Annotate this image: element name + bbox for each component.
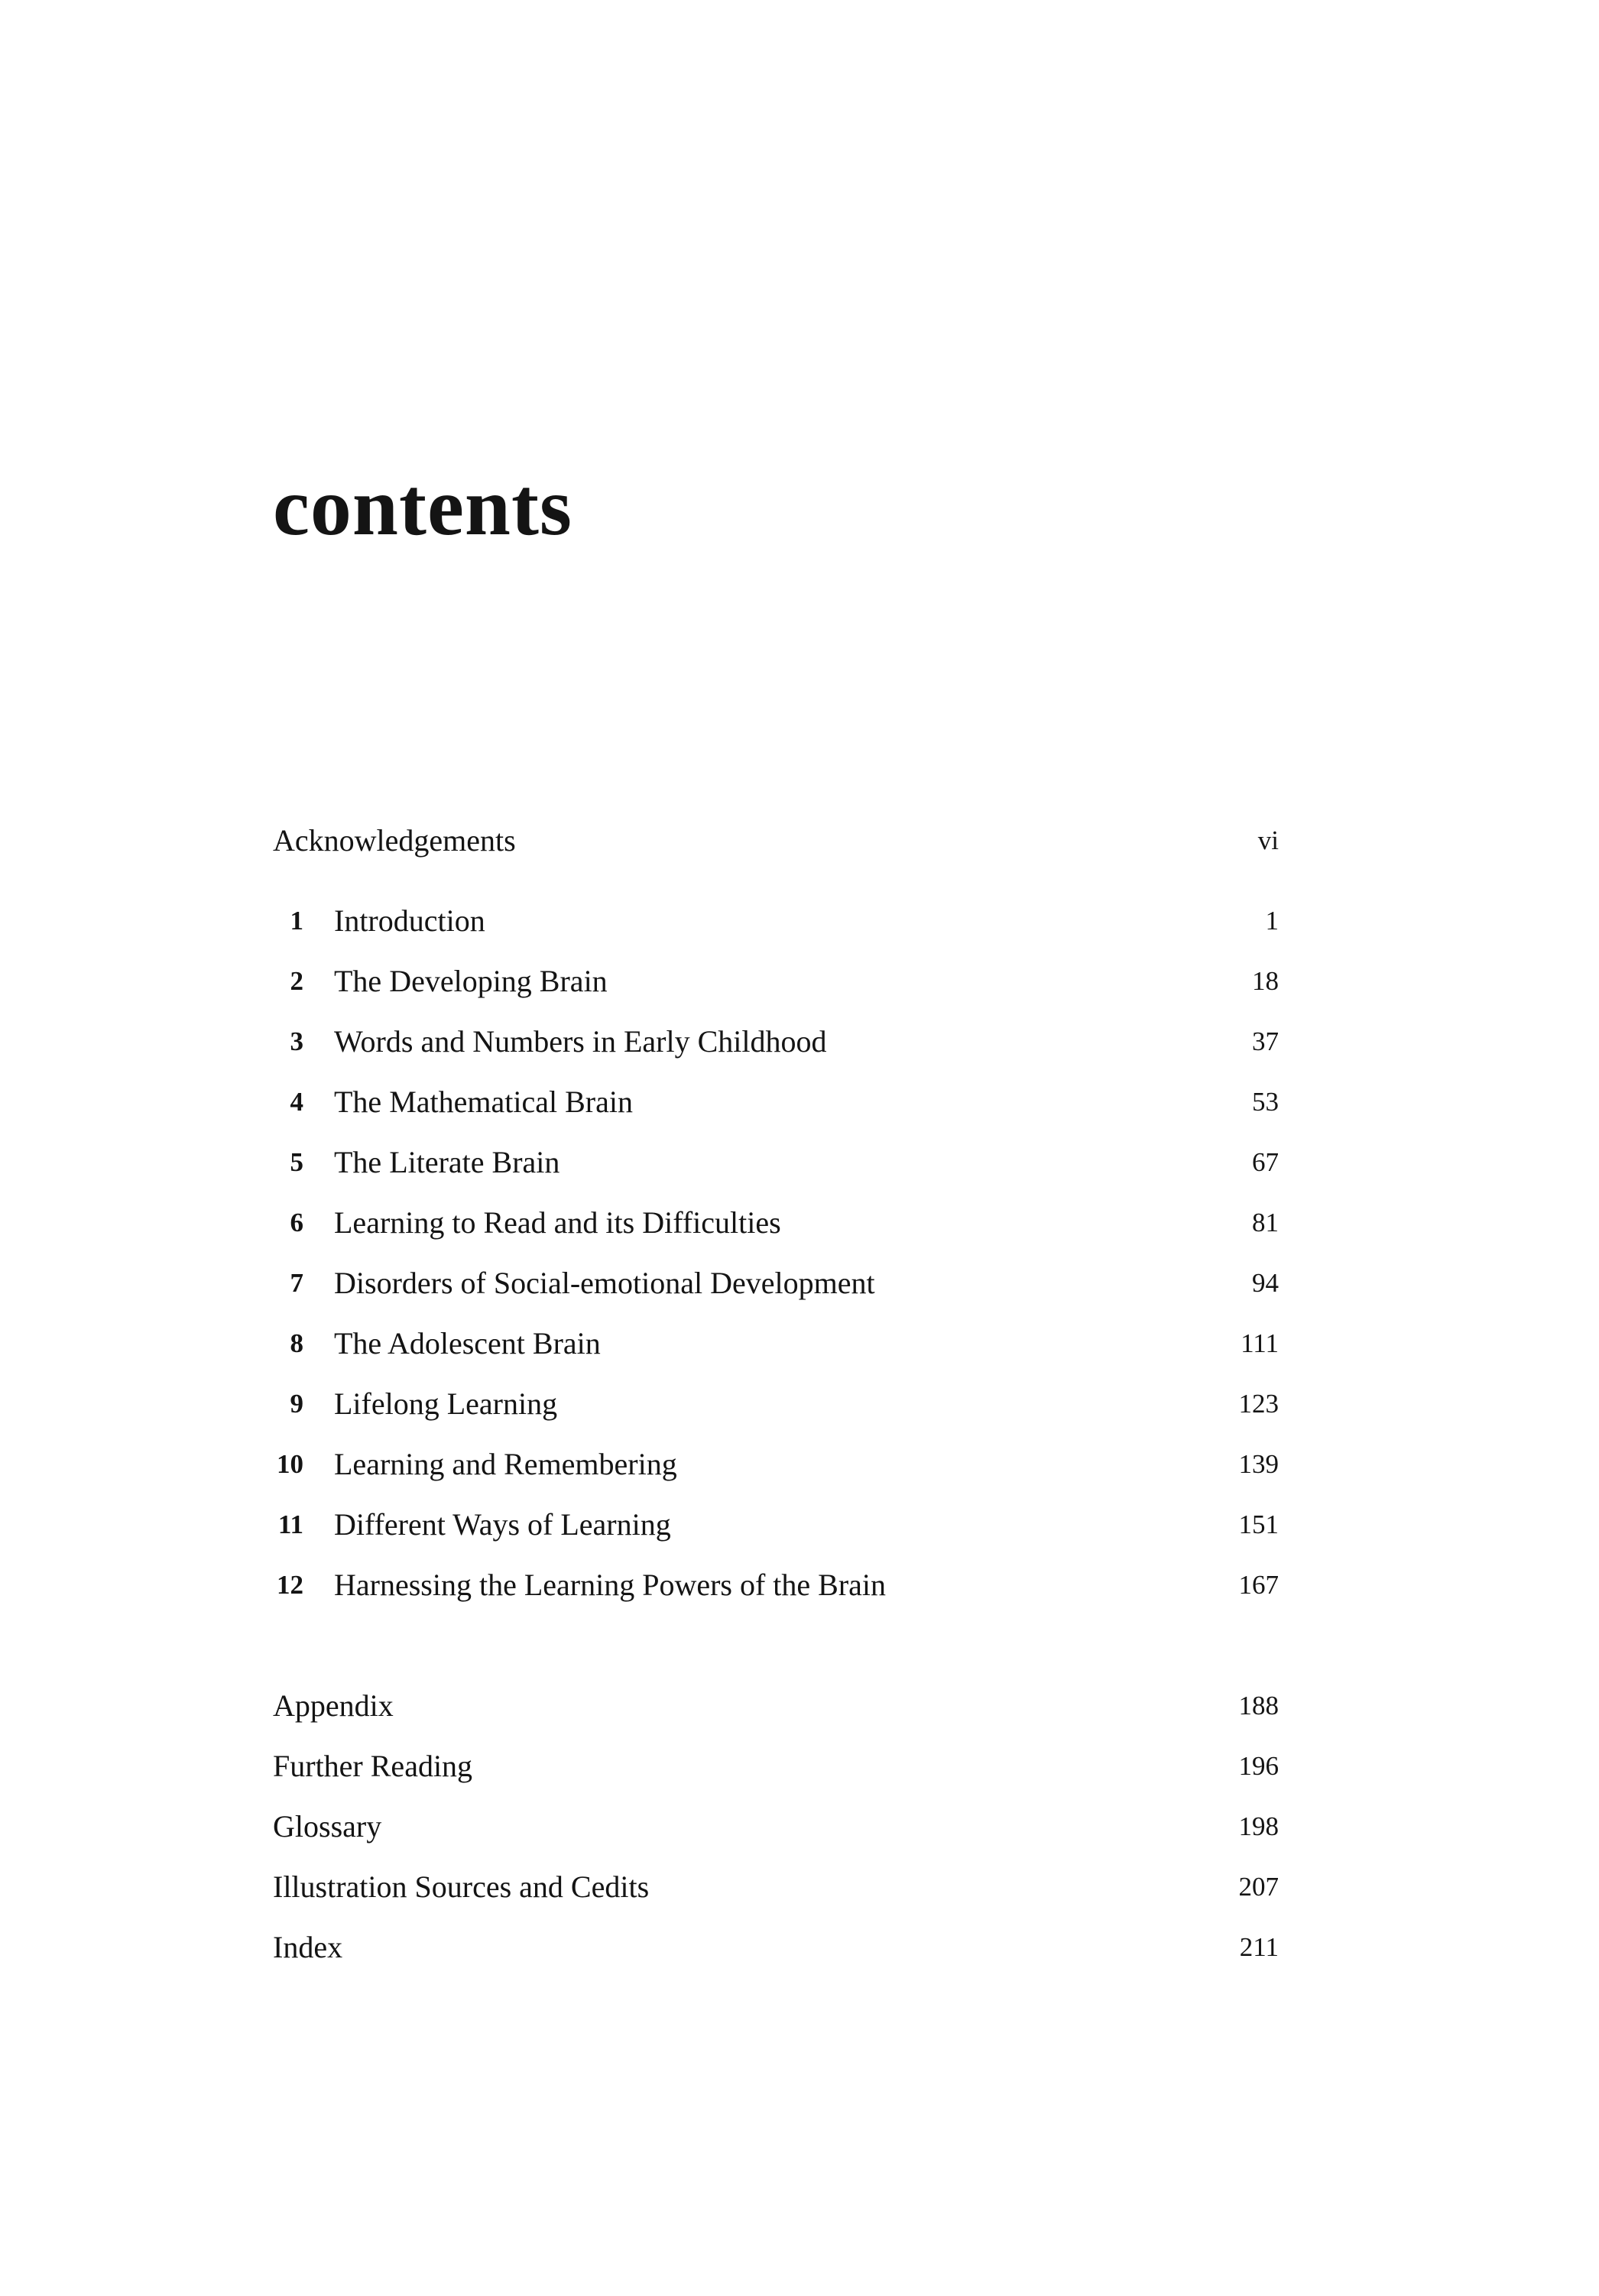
entry-title: Further Reading [273, 1749, 473, 1783]
chapter-title: Learning and Remembering [334, 1447, 677, 1481]
toc-entry-chapter[interactable] [273, 1253, 1279, 1313]
entry-page-number: 207 [1238, 1872, 1279, 1902]
entry-title: Illustration Sources and Cedits [273, 1870, 650, 1904]
chapter-title: Lifelong Learning [334, 1386, 558, 1421]
spacer [273, 1615, 1279, 1675]
toc-entry-illustration-sources[interactable] [273, 1857, 1279, 1917]
chapter-number: 12 [277, 1570, 303, 1600]
toc-entry-chapter[interactable] [273, 1072, 1279, 1132]
entry-page-number: 94 [1252, 1268, 1279, 1298]
toc-entry-chapter[interactable] [273, 1132, 1279, 1192]
entry-page-number: 196 [1238, 1751, 1279, 1781]
chapter-title: Introduction [334, 903, 485, 938]
chapter-title: Words and Numbers in Early Childhood [334, 1024, 827, 1059]
chapter-number: 4 [290, 1087, 303, 1117]
chapter-number: 3 [290, 1026, 303, 1056]
toc-entry-chapter[interactable] [273, 890, 1279, 951]
chapter-number: 8 [290, 1328, 303, 1358]
entry-page-number: 188 [1238, 1691, 1279, 1720]
toc-entry-further-reading[interactable] [273, 1736, 1279, 1796]
entry-page-number: vi [1257, 825, 1279, 855]
chapter-number: 5 [290, 1147, 303, 1177]
chapter-number: 2 [290, 966, 303, 996]
entry-page-number: 53 [1252, 1087, 1279, 1117]
toc-entry-chapter[interactable] [273, 1373, 1279, 1434]
chapter-number: 11 [277, 1510, 303, 1539]
toc-entry-chapter[interactable] [273, 1192, 1279, 1253]
entry-page-number: 198 [1238, 1811, 1279, 1841]
toc-entry-chapter[interactable] [273, 1555, 1279, 1615]
entry-page-number: 211 [1239, 1932, 1279, 1962]
chapter-number: 9 [290, 1389, 303, 1419]
chapter-title: The Literate Brain [334, 1145, 560, 1179]
toc-entry-chapter[interactable] [273, 951, 1279, 1011]
spacer [273, 871, 1279, 890]
toc-entry-appendix[interactable] [273, 1675, 1279, 1736]
page-title: contents [273, 462, 572, 553]
toc-entry-chapter[interactable] [273, 1313, 1279, 1373]
chapter-title: Different Ways of Learning [334, 1507, 671, 1542]
entry-title: Appendix [273, 1688, 394, 1723]
toc-entry-index[interactable] [273, 1917, 1279, 1977]
entry-page-number: 111 [1241, 1328, 1279, 1358]
toc-entry-chapter[interactable] [273, 1494, 1279, 1555]
chapter-number: 6 [290, 1208, 303, 1237]
entry-page-number: 81 [1252, 1208, 1279, 1237]
entry-title: Acknowledgements [273, 823, 516, 858]
toc-entry-chapter[interactable] [273, 1434, 1279, 1494]
entry-page-number: 1 [1265, 906, 1279, 936]
entry-page-number: 139 [1238, 1449, 1279, 1479]
toc-entry-chapter[interactable] [273, 1011, 1279, 1072]
chapter-number: 10 [277, 1449, 303, 1479]
chapter-title: The Mathematical Brain [334, 1085, 633, 1119]
toc-entry-glossary[interactable] [273, 1796, 1279, 1857]
entry-title: Index [273, 1930, 343, 1964]
entry-page-number: 37 [1252, 1026, 1279, 1056]
entry-page-number: 167 [1238, 1570, 1279, 1600]
chapter-title: The Adolescent Brain [334, 1326, 601, 1360]
entry-page-number: 123 [1238, 1389, 1279, 1419]
toc-entry-acknowledgements[interactable] [273, 810, 1279, 871]
chapter-number: 7 [290, 1268, 303, 1298]
entry-page-number: 151 [1238, 1510, 1279, 1539]
chapter-title: Learning to Read and its Difficulties [334, 1205, 781, 1240]
chapter-title: The Developing Brain [334, 964, 608, 998]
chapter-title: Disorders of Social-emotional Development [334, 1266, 875, 1300]
entry-page-number: 67 [1252, 1147, 1279, 1177]
chapter-title: Harnessing the Learning Powers of the Brain [334, 1568, 887, 1602]
chapter-number: 1 [290, 906, 303, 936]
entry-page-number: 18 [1252, 966, 1279, 996]
entry-title: Glossary [273, 1809, 382, 1844]
table-of-contents [273, 810, 1279, 1977]
